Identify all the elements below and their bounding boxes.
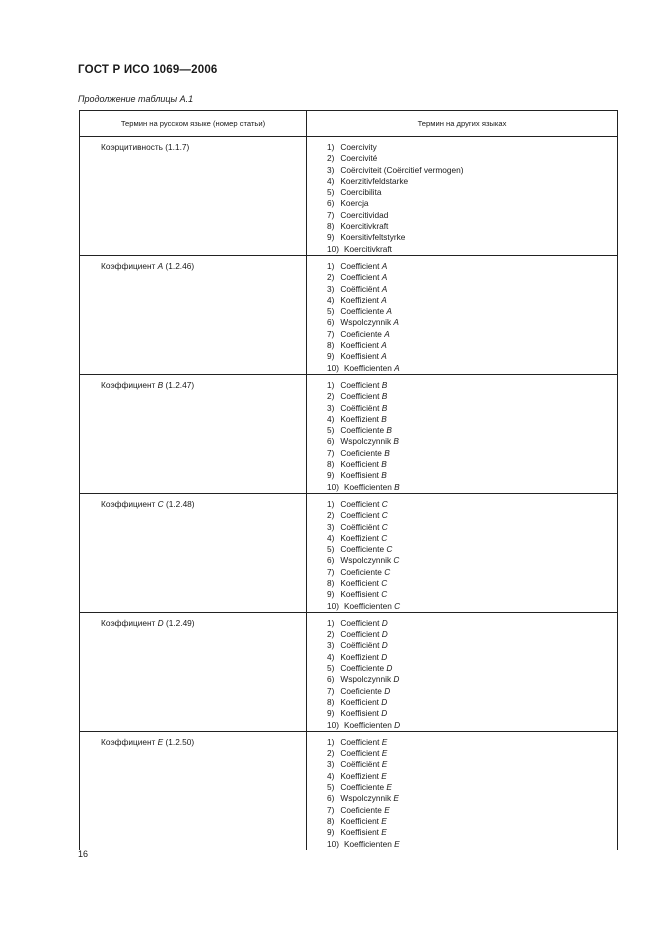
translation-text: Koeffisient bbox=[340, 351, 382, 362]
translation-symbol: A bbox=[386, 306, 392, 317]
other-languages-cell bbox=[307, 255, 618, 374]
translation-number: 8) bbox=[327, 221, 335, 232]
translation-number: 8) bbox=[327, 577, 335, 588]
translation-symbol: B bbox=[381, 402, 388, 413]
translation-text: Koefficienten bbox=[344, 481, 395, 492]
russian-term-article-number: (1.2.49) bbox=[163, 617, 195, 628]
translation-item bbox=[327, 232, 617, 243]
translation-item bbox=[327, 329, 617, 340]
translation-text: Coercibilita bbox=[340, 187, 382, 198]
translation-symbol: C bbox=[386, 544, 393, 555]
translation-list bbox=[307, 375, 617, 493]
translation-number: 1) bbox=[327, 736, 335, 747]
translation-symbol: E bbox=[381, 748, 388, 759]
translation-text: Wspolczynnik bbox=[340, 436, 394, 447]
translation-number: 9) bbox=[327, 351, 335, 362]
russian-term-cell bbox=[80, 255, 307, 374]
translation-item bbox=[327, 284, 617, 295]
translation-number: 7) bbox=[327, 685, 335, 696]
translation-number: 9) bbox=[327, 232, 335, 243]
translation-number: 8) bbox=[327, 696, 335, 707]
russian-term-base: Коэрцитивность (1.1.7) bbox=[101, 142, 190, 152]
translation-text: Koercitivkraft bbox=[340, 221, 389, 232]
translation-number: 7) bbox=[327, 566, 335, 577]
translation-item bbox=[327, 244, 617, 255]
translation-symbol: D bbox=[386, 663, 393, 674]
translation-symbol: A bbox=[381, 294, 387, 305]
translation-item bbox=[327, 142, 617, 153]
translation-symbol: E bbox=[386, 782, 392, 793]
translation-text: Coëfficiënt bbox=[340, 759, 382, 770]
translation-text: Coefficient bbox=[340, 260, 382, 271]
translation-number: 8) bbox=[327, 340, 335, 351]
translation-number: 10) bbox=[327, 481, 339, 492]
translation-item bbox=[327, 759, 617, 770]
translation-text: Koefficient bbox=[340, 459, 382, 470]
translation-number: 7) bbox=[327, 804, 335, 815]
translation-text: Koefficienten bbox=[344, 719, 395, 730]
translation-number: 9) bbox=[327, 470, 335, 481]
russian-term-cell bbox=[80, 137, 307, 256]
translation-text: Coëfficiënt bbox=[340, 283, 382, 294]
translation-symbol: E bbox=[381, 815, 387, 826]
translation-text: Coefficiente bbox=[340, 306, 387, 317]
translation-text: Wspolczynnik bbox=[340, 317, 394, 328]
translation-text: Coercivité bbox=[340, 153, 378, 164]
translation-number: 1) bbox=[327, 142, 335, 152]
translation-number: 8) bbox=[327, 815, 335, 826]
russian-term-symbol: E bbox=[157, 736, 164, 747]
translation-number: 3) bbox=[327, 402, 335, 413]
translation-symbol: A bbox=[381, 272, 388, 283]
translation-symbol: A bbox=[381, 260, 388, 271]
translation-text: Koefficienten bbox=[344, 838, 395, 849]
table-continuation-caption: Продолжение таблицы А.1 bbox=[78, 94, 194, 104]
translation-symbol: D bbox=[381, 651, 388, 662]
translation-text: Koeffisient bbox=[340, 708, 382, 719]
translation-list bbox=[307, 137, 617, 255]
russian-term-symbol: B bbox=[157, 379, 164, 390]
table-row bbox=[80, 612, 618, 731]
translation-number: 2) bbox=[327, 510, 335, 521]
translation-text: Koersitivfeltstyrke bbox=[340, 232, 406, 243]
translation-number: 5) bbox=[327, 425, 335, 436]
translation-item bbox=[327, 295, 617, 306]
translation-item bbox=[327, 391, 617, 402]
russian-term-base: Коэффициент bbox=[101, 617, 158, 628]
russian-term-base: Коэффициент bbox=[101, 736, 158, 747]
translation-item bbox=[327, 414, 617, 425]
translation-list bbox=[307, 613, 617, 731]
translation-list bbox=[307, 732, 617, 850]
translation-text: Koefficienten bbox=[344, 600, 395, 611]
translation-number: 2) bbox=[327, 629, 335, 640]
translation-number: 5) bbox=[327, 782, 335, 793]
translation-symbol: E bbox=[393, 793, 399, 804]
russian-term-symbol: D bbox=[157, 617, 164, 628]
translation-item bbox=[327, 674, 617, 685]
translation-symbol: B bbox=[394, 481, 400, 492]
table-row bbox=[80, 137, 618, 256]
translation-number: 10) bbox=[327, 838, 339, 849]
translation-text: Coefficient bbox=[340, 498, 382, 509]
russian-term-base: Коэффициент bbox=[101, 379, 158, 390]
russian-term-base: Коэффициент bbox=[101, 260, 158, 271]
translation-text: Wspolczynnik bbox=[340, 793, 394, 804]
translation-text: Coefficient bbox=[340, 736, 382, 747]
translation-list bbox=[307, 256, 617, 374]
translation-number: 6) bbox=[327, 317, 335, 328]
translation-item bbox=[327, 403, 617, 414]
translation-symbol: A bbox=[381, 340, 387, 351]
translation-item bbox=[327, 499, 617, 510]
translation-symbol: D bbox=[384, 685, 391, 696]
russian-term-cell bbox=[80, 731, 307, 849]
translation-number: 2) bbox=[327, 153, 335, 164]
translation-item bbox=[327, 555, 617, 566]
translation-number: 3) bbox=[327, 164, 335, 175]
table-row bbox=[80, 731, 618, 849]
translation-item bbox=[327, 720, 617, 731]
translation-item bbox=[327, 436, 617, 447]
translation-number: 1) bbox=[327, 617, 335, 628]
translation-number: 5) bbox=[327, 663, 335, 674]
translation-text: Coefficiente bbox=[340, 663, 387, 674]
translation-symbol: D bbox=[394, 719, 401, 730]
translation-item bbox=[327, 351, 617, 362]
translation-symbol: D bbox=[381, 629, 388, 640]
other-languages-cell bbox=[307, 137, 618, 256]
translation-number: 4) bbox=[327, 770, 335, 781]
translation-item bbox=[327, 448, 617, 459]
translation-text: Coefficiente bbox=[340, 782, 387, 793]
translation-number: 6) bbox=[327, 674, 335, 685]
translation-text: Wspolczynnik bbox=[340, 674, 394, 685]
translation-item bbox=[327, 317, 617, 328]
russian-term-base: Коэффициент bbox=[101, 498, 158, 509]
translation-text: Koefficient bbox=[340, 577, 382, 588]
translation-number: 6) bbox=[327, 793, 335, 804]
translation-item bbox=[327, 652, 617, 663]
translation-symbol: A bbox=[393, 317, 399, 328]
translation-item bbox=[327, 708, 617, 719]
translation-symbol: C bbox=[381, 589, 388, 600]
russian-term-article-number: (1.2.50) bbox=[163, 736, 195, 747]
translation-item bbox=[327, 522, 617, 533]
translation-number: 8) bbox=[327, 459, 335, 470]
translation-item bbox=[327, 176, 617, 187]
translation-list bbox=[307, 494, 617, 612]
translation-symbol: B bbox=[386, 425, 392, 436]
translation-item bbox=[327, 272, 617, 283]
russian-term bbox=[80, 613, 306, 629]
russian-term-cell bbox=[80, 374, 307, 493]
translation-symbol: C bbox=[381, 577, 388, 588]
translation-item bbox=[327, 737, 617, 748]
translation-symbol: B bbox=[393, 436, 399, 447]
translation-number: 5) bbox=[327, 187, 335, 198]
translation-number: 7) bbox=[327, 447, 335, 458]
translation-symbol: A bbox=[381, 351, 387, 362]
other-languages-cell bbox=[307, 731, 618, 849]
translation-number: 9) bbox=[327, 708, 335, 719]
translation-text: Koefficient bbox=[340, 340, 382, 351]
table-row bbox=[80, 493, 618, 612]
translation-number: 1) bbox=[327, 379, 335, 390]
translation-text: Koefficient bbox=[340, 815, 382, 826]
translation-text: Coeficiente bbox=[340, 685, 385, 696]
translation-number: 3) bbox=[327, 759, 335, 770]
translation-text: Coefficient bbox=[340, 272, 382, 283]
russian-term-symbol: C bbox=[157, 498, 164, 509]
translation-item bbox=[327, 663, 617, 674]
translation-number: 4) bbox=[327, 294, 335, 305]
translation-symbol: D bbox=[393, 674, 400, 685]
translation-symbol: D bbox=[381, 617, 388, 628]
russian-term-article-number: (1.2.47) bbox=[163, 379, 195, 390]
translation-symbol: C bbox=[381, 532, 388, 543]
translation-number: 7) bbox=[327, 209, 335, 220]
translation-number: 4) bbox=[327, 651, 335, 662]
translation-number: 5) bbox=[327, 306, 335, 317]
translation-item bbox=[327, 187, 617, 198]
translation-symbol: E bbox=[394, 838, 400, 849]
translation-number: 4) bbox=[327, 413, 335, 424]
translation-text: Koerzitivfeldstarke bbox=[340, 175, 409, 186]
translation-text: Coëfficiënt bbox=[340, 402, 382, 413]
translation-text: Coeficiente bbox=[340, 566, 385, 577]
russian-term bbox=[80, 494, 306, 510]
translation-symbol: B bbox=[384, 447, 390, 458]
translation-text: Koeffizient bbox=[340, 413, 382, 424]
translation-item bbox=[327, 482, 617, 493]
translation-symbol: B bbox=[381, 413, 387, 424]
translation-symbol: C bbox=[384, 566, 391, 577]
russian-term-cell bbox=[80, 612, 307, 731]
russian-term bbox=[80, 732, 306, 748]
translation-symbol: E bbox=[384, 804, 390, 815]
translation-item bbox=[327, 578, 617, 589]
translation-number: 10) bbox=[327, 600, 339, 611]
translation-item bbox=[327, 805, 617, 816]
translation-item bbox=[327, 748, 617, 759]
translation-symbol: A bbox=[384, 328, 390, 339]
translation-text: Wspolczynnik bbox=[340, 555, 394, 566]
translation-text: Coeficiente bbox=[340, 804, 385, 815]
translation-text: Coefficiente bbox=[340, 544, 387, 555]
translation-text: Koercitivkraft bbox=[344, 243, 392, 254]
translation-symbol: B bbox=[381, 379, 388, 390]
translation-number: 6) bbox=[327, 436, 335, 447]
other-languages-cell bbox=[307, 612, 618, 731]
table-row bbox=[80, 374, 618, 493]
translation-symbol: D bbox=[381, 708, 388, 719]
other-languages-cell bbox=[307, 374, 618, 493]
translation-text: Coefficiente bbox=[340, 425, 387, 436]
terms-table bbox=[79, 110, 618, 850]
translation-item bbox=[327, 782, 617, 793]
document-header: ГОСТ Р ИСО 1069—2006 bbox=[78, 64, 218, 76]
translation-text: Koercja bbox=[340, 198, 369, 209]
translation-text: Coëfficiënt bbox=[340, 640, 382, 651]
table-body bbox=[80, 137, 618, 850]
translation-item bbox=[327, 198, 617, 209]
translation-symbol: E bbox=[381, 827, 387, 838]
translation-text: Koeffisient bbox=[340, 470, 382, 481]
translation-symbol: E bbox=[381, 770, 387, 781]
translation-item bbox=[327, 470, 617, 481]
table-row bbox=[80, 255, 618, 374]
translation-symbol: A bbox=[394, 362, 400, 373]
translation-text: Coercivity bbox=[340, 142, 377, 152]
translation-text: Coërciviteit (Coërcitief vermogen) bbox=[340, 164, 464, 175]
translation-item bbox=[327, 567, 617, 578]
translation-number: 3) bbox=[327, 640, 335, 651]
translation-text: Koeffizient bbox=[340, 651, 382, 662]
translation-text: Coefficient bbox=[340, 391, 382, 402]
translation-text: Coercitividad bbox=[340, 209, 389, 220]
translation-symbol: E bbox=[381, 736, 388, 747]
translation-number: 7) bbox=[327, 328, 335, 339]
translation-number: 10) bbox=[327, 719, 339, 730]
translation-item bbox=[327, 210, 617, 221]
translation-number: 6) bbox=[327, 555, 335, 566]
translation-text: Coefficient bbox=[340, 748, 382, 759]
translation-item bbox=[327, 816, 617, 827]
page-number: 16 bbox=[78, 849, 89, 859]
translation-number: 9) bbox=[327, 589, 335, 600]
translation-item bbox=[327, 261, 617, 272]
translation-item bbox=[327, 640, 617, 651]
translation-item bbox=[327, 425, 617, 436]
translation-text: Koeffizient bbox=[340, 770, 382, 781]
translation-item bbox=[327, 380, 617, 391]
translation-number: 2) bbox=[327, 272, 335, 283]
translation-symbol: C bbox=[394, 600, 401, 611]
translation-symbol: B bbox=[381, 470, 387, 481]
translation-item bbox=[327, 153, 617, 164]
column-header-russian: Термин на русском языке (номер статьи) bbox=[80, 111, 307, 137]
table-header-row bbox=[80, 111, 618, 137]
translation-text: Coefficient bbox=[340, 629, 382, 640]
translation-symbol: B bbox=[381, 391, 388, 402]
russian-term bbox=[80, 137, 306, 153]
translation-item bbox=[327, 459, 617, 470]
translation-item bbox=[327, 771, 617, 782]
translation-symbol: D bbox=[381, 696, 388, 707]
translation-symbol: E bbox=[381, 759, 388, 770]
translation-symbol: A bbox=[381, 283, 388, 294]
translation-symbol: B bbox=[381, 459, 387, 470]
translation-symbol: C bbox=[381, 521, 388, 532]
russian-term-article-number: (1.2.46) bbox=[163, 260, 195, 271]
translation-text: Koeffizient bbox=[340, 294, 382, 305]
translation-item bbox=[327, 340, 617, 351]
translation-item bbox=[327, 686, 617, 697]
translation-item bbox=[327, 306, 617, 317]
translation-text: Koeffisient bbox=[340, 827, 382, 838]
column-header-other-languages: Термин на других языках bbox=[307, 111, 618, 137]
translation-item bbox=[327, 827, 617, 838]
translation-number: 4) bbox=[327, 175, 335, 186]
russian-term-cell bbox=[80, 493, 307, 612]
translation-number: 2) bbox=[327, 391, 335, 402]
translation-number: 1) bbox=[327, 260, 335, 271]
translation-item bbox=[327, 793, 617, 804]
translation-symbol: D bbox=[381, 640, 388, 651]
translation-number: 3) bbox=[327, 521, 335, 532]
translation-text: Koefficienten bbox=[344, 362, 395, 373]
translation-text: Coefficient bbox=[340, 510, 382, 521]
translation-number: 10) bbox=[327, 362, 339, 373]
russian-term bbox=[80, 256, 306, 272]
translation-item bbox=[327, 589, 617, 600]
translation-item bbox=[327, 221, 617, 232]
translation-text: Coefficient bbox=[340, 379, 382, 390]
translation-item bbox=[327, 601, 617, 612]
translation-symbol: C bbox=[381, 498, 388, 509]
translation-item bbox=[327, 510, 617, 521]
russian-term-article-number: (1.2.48) bbox=[163, 498, 195, 509]
translation-text: Coëfficiënt bbox=[340, 521, 382, 532]
translation-item bbox=[327, 618, 617, 629]
translation-text: Coeficiente bbox=[340, 447, 385, 458]
translation-item bbox=[327, 697, 617, 708]
translation-number: 2) bbox=[327, 748, 335, 759]
russian-term bbox=[80, 375, 306, 391]
russian-term-symbol: A bbox=[157, 260, 164, 271]
translation-number: 9) bbox=[327, 827, 335, 838]
translation-item bbox=[327, 363, 617, 374]
translation-text: Koeffizient bbox=[340, 532, 382, 543]
translation-text: Koeffisient bbox=[340, 589, 382, 600]
translation-number: 4) bbox=[327, 532, 335, 543]
translation-text: Koefficient bbox=[340, 696, 382, 707]
translation-text: Coeficiente bbox=[340, 328, 385, 339]
translation-number: 6) bbox=[327, 198, 335, 209]
translation-number: 5) bbox=[327, 544, 335, 555]
translation-item bbox=[327, 533, 617, 544]
translation-item bbox=[327, 839, 617, 850]
translation-symbol: C bbox=[393, 555, 400, 566]
other-languages-cell bbox=[307, 493, 618, 612]
translation-text: Coefficient bbox=[340, 617, 382, 628]
translation-item bbox=[327, 165, 617, 176]
translation-number: 10) bbox=[327, 243, 339, 254]
translation-item bbox=[327, 544, 617, 555]
translation-item bbox=[327, 629, 617, 640]
translation-symbol: C bbox=[381, 510, 388, 521]
translation-number: 3) bbox=[327, 283, 335, 294]
translation-number: 1) bbox=[327, 498, 335, 509]
